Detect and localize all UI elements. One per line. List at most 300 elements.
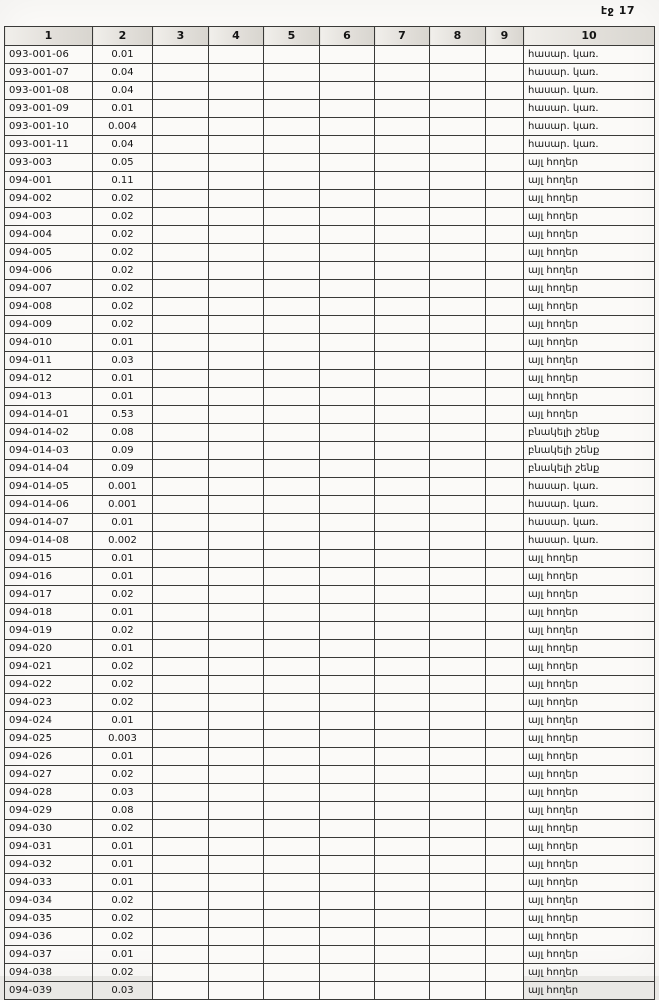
empty-cell bbox=[430, 730, 486, 748]
empty-cell bbox=[430, 514, 486, 532]
empty-cell bbox=[209, 946, 264, 964]
empty-cell bbox=[153, 622, 209, 640]
table-row bbox=[5, 154, 655, 172]
empty-cell bbox=[264, 190, 320, 208]
table-row bbox=[5, 334, 655, 352]
table-row bbox=[5, 820, 655, 838]
table-row bbox=[5, 982, 655, 1000]
parcel-code-cell: 094-017 bbox=[5, 586, 93, 604]
parcel-code-cell: 093-001-09 bbox=[5, 100, 93, 118]
empty-cell bbox=[209, 550, 264, 568]
empty-cell bbox=[264, 586, 320, 604]
empty-cell bbox=[209, 118, 264, 136]
empty-cell bbox=[375, 136, 430, 154]
empty-cell bbox=[430, 244, 486, 262]
empty-cell bbox=[375, 46, 430, 64]
table-row bbox=[5, 838, 655, 856]
area-value-cell: 0.02 bbox=[93, 298, 153, 316]
empty-cell bbox=[486, 694, 524, 712]
empty-cell bbox=[486, 910, 524, 928]
empty-cell bbox=[153, 118, 209, 136]
empty-cell bbox=[375, 748, 430, 766]
empty-cell bbox=[264, 424, 320, 442]
empty-cell bbox=[264, 334, 320, 352]
empty-cell bbox=[209, 154, 264, 172]
empty-cell bbox=[153, 892, 209, 910]
empty-cell bbox=[209, 604, 264, 622]
land-category-cell: հասար. կառ. bbox=[524, 532, 655, 550]
empty-cell bbox=[320, 640, 375, 658]
empty-cell bbox=[320, 838, 375, 856]
empty-cell bbox=[375, 784, 430, 802]
empty-cell bbox=[209, 226, 264, 244]
empty-cell bbox=[264, 766, 320, 784]
empty-cell bbox=[375, 928, 430, 946]
empty-cell bbox=[320, 514, 375, 532]
land-category-cell: այլ հողեր bbox=[524, 712, 655, 730]
empty-cell bbox=[430, 352, 486, 370]
table-row bbox=[5, 946, 655, 964]
land-category-cell: այլ հողեր bbox=[524, 388, 655, 406]
empty-cell bbox=[486, 838, 524, 856]
empty-cell bbox=[486, 550, 524, 568]
empty-cell bbox=[264, 442, 320, 460]
empty-cell bbox=[320, 712, 375, 730]
area-value-cell: 0.02 bbox=[93, 910, 153, 928]
parcel-code-cell: 094-039 bbox=[5, 982, 93, 1000]
parcel-code-cell: 094-018 bbox=[5, 604, 93, 622]
empty-cell bbox=[264, 946, 320, 964]
parcel-code-cell: 094-023 bbox=[5, 694, 93, 712]
empty-cell bbox=[486, 262, 524, 280]
empty-cell bbox=[430, 676, 486, 694]
empty-cell bbox=[153, 964, 209, 982]
parcel-code-cell: 094-027 bbox=[5, 766, 93, 784]
empty-cell bbox=[153, 82, 209, 100]
table-row bbox=[5, 208, 655, 226]
empty-cell bbox=[486, 334, 524, 352]
empty-cell bbox=[320, 316, 375, 334]
empty-cell bbox=[209, 298, 264, 316]
empty-cell bbox=[430, 748, 486, 766]
empty-cell bbox=[153, 64, 209, 82]
empty-cell bbox=[209, 370, 264, 388]
empty-cell bbox=[320, 190, 375, 208]
empty-cell bbox=[486, 190, 524, 208]
parcel-code-cell: 093-001-08 bbox=[5, 82, 93, 100]
empty-cell bbox=[320, 550, 375, 568]
land-category-cell: այլ հողեր bbox=[524, 298, 655, 316]
land-category-cell: այլ հողեր bbox=[524, 226, 655, 244]
area-value-cell: 0.003 bbox=[93, 730, 153, 748]
empty-cell bbox=[430, 874, 486, 892]
land-category-cell: հասար. կառ. bbox=[524, 100, 655, 118]
table-row bbox=[5, 388, 655, 406]
empty-cell bbox=[486, 514, 524, 532]
empty-cell bbox=[375, 946, 430, 964]
empty-cell bbox=[209, 586, 264, 604]
empty-cell bbox=[153, 154, 209, 172]
empty-cell bbox=[375, 64, 430, 82]
empty-cell bbox=[375, 766, 430, 784]
area-value-cell: 0.01 bbox=[93, 874, 153, 892]
area-value-cell: 0.03 bbox=[93, 982, 153, 1000]
empty-cell bbox=[320, 226, 375, 244]
empty-cell bbox=[486, 460, 524, 478]
land-category-cell: այլ հողեր bbox=[524, 568, 655, 586]
empty-cell bbox=[375, 388, 430, 406]
land-category-cell: բնակելի շենք bbox=[524, 460, 655, 478]
parcel-code-cell: 094-024 bbox=[5, 712, 93, 730]
column-header: 5 bbox=[264, 27, 320, 46]
land-category-cell: հասար. կառ. bbox=[524, 82, 655, 100]
land-category-cell: այլ հողեր bbox=[524, 190, 655, 208]
empty-cell bbox=[486, 748, 524, 766]
table-row bbox=[5, 856, 655, 874]
land-category-cell: այլ հողեր bbox=[524, 784, 655, 802]
empty-cell bbox=[153, 280, 209, 298]
empty-cell bbox=[320, 802, 375, 820]
empty-cell bbox=[375, 820, 430, 838]
empty-cell bbox=[320, 244, 375, 262]
area-value-cell: 0.001 bbox=[93, 478, 153, 496]
area-value-cell: 0.01 bbox=[93, 100, 153, 118]
parcel-code-cell: 093-001-06 bbox=[5, 46, 93, 64]
empty-cell bbox=[264, 478, 320, 496]
land-category-cell: այլ հողեր bbox=[524, 730, 655, 748]
empty-cell bbox=[320, 118, 375, 136]
empty-cell bbox=[320, 676, 375, 694]
area-value-cell: 0.01 bbox=[93, 946, 153, 964]
land-category-cell: հասար. կառ. bbox=[524, 514, 655, 532]
empty-cell bbox=[320, 334, 375, 352]
empty-cell bbox=[153, 784, 209, 802]
empty-cell bbox=[264, 46, 320, 64]
empty-cell bbox=[320, 874, 375, 892]
land-category-cell: բնակելի շենք bbox=[524, 424, 655, 442]
parcel-code-cell: 094-015 bbox=[5, 550, 93, 568]
empty-cell bbox=[209, 82, 264, 100]
table-row bbox=[5, 910, 655, 928]
land-category-cell: բնակելի շենք bbox=[524, 442, 655, 460]
empty-cell bbox=[153, 820, 209, 838]
parcel-code-cell: 094-034 bbox=[5, 892, 93, 910]
table-row bbox=[5, 604, 655, 622]
empty-cell bbox=[486, 442, 524, 460]
empty-cell bbox=[153, 478, 209, 496]
empty-cell bbox=[375, 316, 430, 334]
empty-cell bbox=[209, 334, 264, 352]
area-value-cell: 0.02 bbox=[93, 226, 153, 244]
empty-cell bbox=[153, 406, 209, 424]
land-category-cell: այլ հողեր bbox=[524, 838, 655, 856]
empty-cell bbox=[430, 118, 486, 136]
table-row bbox=[5, 712, 655, 730]
empty-cell bbox=[320, 136, 375, 154]
parcel-code-cell: 094-011 bbox=[5, 352, 93, 370]
empty-cell bbox=[320, 208, 375, 226]
area-value-cell: 0.02 bbox=[93, 208, 153, 226]
empty-cell bbox=[375, 910, 430, 928]
table-row bbox=[5, 226, 655, 244]
empty-cell bbox=[375, 424, 430, 442]
empty-cell bbox=[320, 46, 375, 64]
empty-cell bbox=[430, 910, 486, 928]
empty-cell bbox=[153, 910, 209, 928]
parcel-code-cell: 094-014-07 bbox=[5, 514, 93, 532]
empty-cell bbox=[375, 712, 430, 730]
table-row bbox=[5, 694, 655, 712]
empty-cell bbox=[486, 316, 524, 334]
land-category-cell: այլ հողեր bbox=[524, 676, 655, 694]
land-category-cell: այլ հողեր bbox=[524, 640, 655, 658]
empty-cell bbox=[486, 118, 524, 136]
land-category-cell: այլ հողեր bbox=[524, 208, 655, 226]
empty-cell bbox=[320, 460, 375, 478]
area-value-cell: 0.04 bbox=[93, 136, 153, 154]
empty-cell bbox=[209, 352, 264, 370]
empty-cell bbox=[486, 244, 524, 262]
table-body bbox=[5, 46, 655, 1000]
empty-cell bbox=[209, 622, 264, 640]
empty-cell bbox=[486, 406, 524, 424]
empty-cell bbox=[375, 478, 430, 496]
table-row bbox=[5, 568, 655, 586]
parcel-code-cell: 094-001 bbox=[5, 172, 93, 190]
table-row bbox=[5, 298, 655, 316]
empty-cell bbox=[486, 658, 524, 676]
empty-cell bbox=[320, 892, 375, 910]
land-category-cell: այլ հողեր bbox=[524, 856, 655, 874]
table-row bbox=[5, 892, 655, 910]
parcel-code-cell: 094-020 bbox=[5, 640, 93, 658]
empty-cell bbox=[153, 874, 209, 892]
empty-cell bbox=[153, 802, 209, 820]
parcel-code-cell: 094-038 bbox=[5, 964, 93, 982]
area-value-cell: 0.01 bbox=[93, 370, 153, 388]
empty-cell bbox=[375, 730, 430, 748]
land-category-cell: հասար. կառ. bbox=[524, 64, 655, 82]
empty-cell bbox=[209, 730, 264, 748]
empty-cell bbox=[153, 604, 209, 622]
empty-cell bbox=[375, 280, 430, 298]
empty-cell bbox=[153, 496, 209, 514]
table-row bbox=[5, 586, 655, 604]
table-row bbox=[5, 640, 655, 658]
empty-cell bbox=[375, 208, 430, 226]
empty-cell bbox=[209, 406, 264, 424]
parcel-code-cell: 094-036 bbox=[5, 928, 93, 946]
empty-cell bbox=[320, 586, 375, 604]
area-value-cell: 0.08 bbox=[93, 802, 153, 820]
empty-cell bbox=[375, 982, 430, 1000]
empty-cell bbox=[264, 712, 320, 730]
parcel-code-cell: 094-014-06 bbox=[5, 496, 93, 514]
empty-cell bbox=[375, 604, 430, 622]
empty-cell bbox=[320, 82, 375, 100]
empty-cell bbox=[153, 334, 209, 352]
empty-cell bbox=[264, 172, 320, 190]
empty-cell bbox=[264, 496, 320, 514]
empty-cell bbox=[209, 514, 264, 532]
empty-cell bbox=[209, 190, 264, 208]
empty-cell bbox=[153, 694, 209, 712]
empty-cell bbox=[264, 262, 320, 280]
parcel-code-cell: 094-014-08 bbox=[5, 532, 93, 550]
empty-cell bbox=[375, 352, 430, 370]
empty-cell bbox=[486, 802, 524, 820]
table-row bbox=[5, 244, 655, 262]
area-value-cell: 0.01 bbox=[93, 838, 153, 856]
empty-cell bbox=[209, 478, 264, 496]
empty-cell bbox=[153, 946, 209, 964]
column-header: 1 bbox=[5, 27, 93, 46]
land-category-cell: այլ հողեր bbox=[524, 928, 655, 946]
empty-cell bbox=[375, 802, 430, 820]
empty-cell bbox=[153, 442, 209, 460]
parcel-code-cell: 094-002 bbox=[5, 190, 93, 208]
empty-cell bbox=[486, 208, 524, 226]
land-category-cell: այլ հողեր bbox=[524, 352, 655, 370]
empty-cell bbox=[486, 928, 524, 946]
empty-cell bbox=[209, 964, 264, 982]
land-category-cell: այլ հողեր bbox=[524, 334, 655, 352]
empty-cell bbox=[209, 316, 264, 334]
empty-cell bbox=[209, 460, 264, 478]
empty-cell bbox=[264, 64, 320, 82]
empty-cell bbox=[430, 802, 486, 820]
empty-cell bbox=[486, 820, 524, 838]
empty-cell bbox=[430, 82, 486, 100]
land-category-cell: այլ հողեր bbox=[524, 316, 655, 334]
empty-cell bbox=[209, 784, 264, 802]
empty-cell bbox=[375, 532, 430, 550]
empty-cell bbox=[153, 730, 209, 748]
table-row bbox=[5, 100, 655, 118]
empty-cell bbox=[375, 100, 430, 118]
empty-cell bbox=[375, 874, 430, 892]
empty-cell bbox=[430, 64, 486, 82]
page-number-label: էջ 17 bbox=[600, 4, 635, 17]
parcel-code-cell: 094-004 bbox=[5, 226, 93, 244]
empty-cell bbox=[209, 280, 264, 298]
empty-cell bbox=[430, 136, 486, 154]
parcel-code-cell: 094-022 bbox=[5, 676, 93, 694]
empty-cell bbox=[430, 172, 486, 190]
empty-cell bbox=[430, 892, 486, 910]
land-category-cell: այլ հողեր bbox=[524, 658, 655, 676]
parcel-code-cell: 094-007 bbox=[5, 280, 93, 298]
empty-cell bbox=[486, 568, 524, 586]
empty-cell bbox=[264, 568, 320, 586]
empty-cell bbox=[486, 532, 524, 550]
table-row bbox=[5, 406, 655, 424]
parcel-code-cell: 094-016 bbox=[5, 568, 93, 586]
area-value-cell: 0.01 bbox=[93, 604, 153, 622]
empty-cell bbox=[264, 136, 320, 154]
empty-cell bbox=[430, 604, 486, 622]
empty-cell bbox=[430, 262, 486, 280]
empty-cell bbox=[430, 586, 486, 604]
parcel-code-cell: 093-001-07 bbox=[5, 64, 93, 82]
empty-cell bbox=[320, 766, 375, 784]
empty-cell bbox=[209, 874, 264, 892]
empty-cell bbox=[264, 676, 320, 694]
empty-cell bbox=[430, 532, 486, 550]
empty-cell bbox=[486, 172, 524, 190]
empty-cell bbox=[153, 298, 209, 316]
table-row bbox=[5, 496, 655, 514]
empty-cell bbox=[375, 586, 430, 604]
empty-cell bbox=[430, 694, 486, 712]
empty-cell bbox=[375, 370, 430, 388]
empty-cell bbox=[430, 622, 486, 640]
parcel-code-cell: 094-003 bbox=[5, 208, 93, 226]
area-value-cell: 0.01 bbox=[93, 856, 153, 874]
empty-cell bbox=[209, 748, 264, 766]
empty-cell bbox=[153, 352, 209, 370]
land-category-cell: այլ հողեր bbox=[524, 874, 655, 892]
empty-cell bbox=[430, 712, 486, 730]
table-row bbox=[5, 964, 655, 982]
empty-cell bbox=[264, 388, 320, 406]
empty-cell bbox=[264, 964, 320, 982]
area-value-cell: 0.03 bbox=[93, 352, 153, 370]
empty-cell bbox=[320, 406, 375, 424]
land-category-cell: այլ հողեր bbox=[524, 154, 655, 172]
empty-cell bbox=[486, 100, 524, 118]
empty-cell bbox=[375, 406, 430, 424]
parcel-code-cell: 094-037 bbox=[5, 946, 93, 964]
land-category-cell: հասար. կառ. bbox=[524, 478, 655, 496]
empty-cell bbox=[264, 748, 320, 766]
parcel-code-cell: 093-001-10 bbox=[5, 118, 93, 136]
empty-cell bbox=[320, 982, 375, 1000]
empty-cell bbox=[320, 424, 375, 442]
empty-cell bbox=[486, 640, 524, 658]
parcel-code-cell: 094-031 bbox=[5, 838, 93, 856]
empty-cell bbox=[264, 406, 320, 424]
empty-cell bbox=[209, 820, 264, 838]
empty-cell bbox=[375, 964, 430, 982]
empty-cell bbox=[430, 766, 486, 784]
empty-cell bbox=[486, 280, 524, 298]
empty-cell bbox=[375, 496, 430, 514]
parcel-code-cell: 094-035 bbox=[5, 910, 93, 928]
area-value-cell: 0.02 bbox=[93, 658, 153, 676]
table-row bbox=[5, 82, 655, 100]
empty-cell bbox=[209, 100, 264, 118]
area-value-cell: 0.002 bbox=[93, 532, 153, 550]
empty-cell bbox=[486, 496, 524, 514]
empty-cell bbox=[209, 496, 264, 514]
empty-cell bbox=[209, 892, 264, 910]
empty-cell bbox=[430, 838, 486, 856]
table-row bbox=[5, 460, 655, 478]
parcel-code-cell: 094-008 bbox=[5, 298, 93, 316]
empty-cell bbox=[264, 316, 320, 334]
area-value-cell: 0.02 bbox=[93, 190, 153, 208]
empty-cell bbox=[153, 424, 209, 442]
parcel-code-cell: 094-014-02 bbox=[5, 424, 93, 442]
area-value-cell: 0.02 bbox=[93, 964, 153, 982]
column-header: 9 bbox=[486, 27, 524, 46]
empty-cell bbox=[153, 838, 209, 856]
empty-cell bbox=[486, 946, 524, 964]
empty-cell bbox=[153, 712, 209, 730]
empty-cell bbox=[209, 208, 264, 226]
area-value-cell: 0.02 bbox=[93, 694, 153, 712]
